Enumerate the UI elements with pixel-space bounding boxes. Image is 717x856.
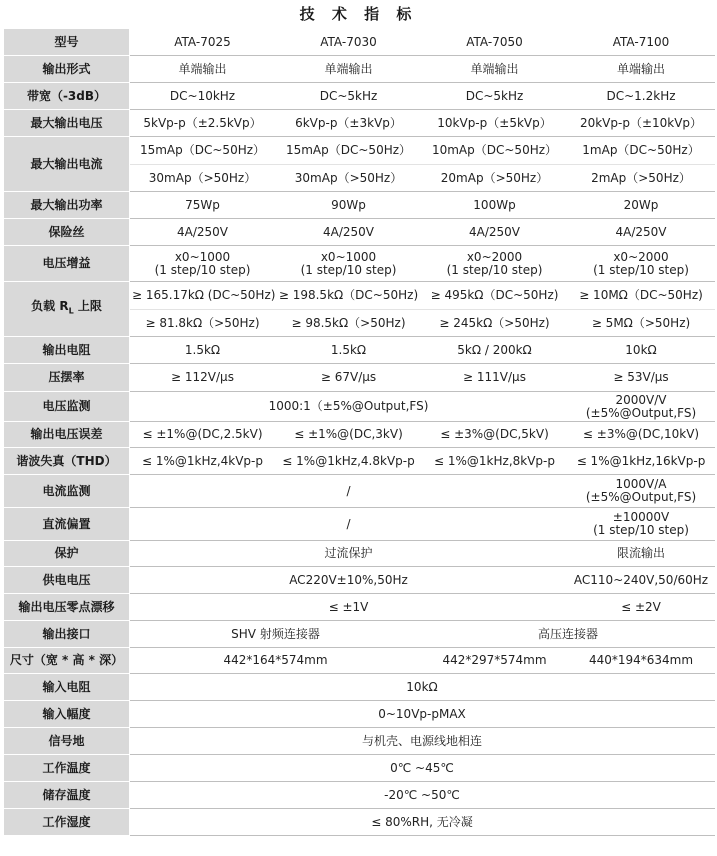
row-label: 谐波失真（THD） bbox=[4, 448, 130, 475]
cell: 0~10Vp-pMAX bbox=[130, 701, 715, 728]
label-tail: 上限 bbox=[73, 299, 102, 314]
cell: 75Wp bbox=[130, 192, 276, 219]
row-label: 输出电阻 bbox=[4, 337, 130, 364]
cell: 30mAp（>50Hz） bbox=[276, 165, 422, 192]
row-drift bbox=[4, 594, 715, 621]
cell: ≥ 112V/μs bbox=[130, 364, 276, 392]
row-label: 工作湿度 bbox=[4, 809, 130, 836]
row-v-error bbox=[4, 422, 715, 448]
row-label: 尺寸（宽 * 高 * 深） bbox=[4, 648, 130, 674]
row-gain bbox=[4, 246, 715, 282]
cell: 5kVp-p（±2.5kVp） bbox=[130, 110, 276, 137]
row-in-res bbox=[4, 674, 715, 701]
cell bbox=[276, 246, 422, 282]
row-label: 工作温度 bbox=[4, 755, 130, 782]
cell: ≤ ±3%@(DC,5kV) bbox=[422, 422, 568, 448]
cell: 5kΩ / 200kΩ bbox=[422, 337, 568, 364]
cell: 6kVp-p（±3kVp） bbox=[276, 110, 422, 137]
cell: ≤ ±1%@(DC,3kV) bbox=[276, 422, 422, 448]
cell: 10kVp-p（±5kVp） bbox=[422, 110, 568, 137]
row-label: 最大输出电压 bbox=[4, 110, 130, 137]
cell-line: (1 step/10 step) bbox=[154, 262, 251, 277]
row-label: 储存温度 bbox=[4, 782, 130, 809]
cell: 限流输出 bbox=[568, 541, 715, 567]
row-label: 信号地 bbox=[4, 728, 130, 755]
cell: AC220V±10%,50Hz bbox=[130, 567, 568, 594]
cell: ≥ 111V/μs bbox=[422, 364, 568, 392]
cell: 10mAp（DC~50Hz） bbox=[422, 137, 568, 165]
row-label: 输出接口 bbox=[4, 621, 130, 648]
row-protect bbox=[4, 541, 715, 567]
cell: 10kΩ bbox=[130, 674, 715, 701]
row-label: 型号 bbox=[4, 29, 130, 56]
cell-line: (1 step/10 step) bbox=[593, 523, 689, 537]
row-label: 最大输出电流 bbox=[4, 137, 130, 192]
cell: 过流保护 bbox=[130, 541, 568, 567]
cell bbox=[568, 246, 715, 282]
cell: / bbox=[130, 508, 568, 541]
model-header: ATA-7050 bbox=[422, 29, 568, 56]
cell: ≥ 495kΩ（DC~50Hz) bbox=[422, 282, 568, 310]
row-max-power bbox=[4, 192, 715, 219]
cell: / bbox=[130, 475, 568, 508]
row-label: 电压监测 bbox=[4, 392, 130, 422]
row-label: 带宽（-3dB） bbox=[4, 83, 130, 110]
cell: ≥ 67V/μs bbox=[276, 364, 422, 392]
row-i-monitor bbox=[4, 475, 715, 508]
cell: ≤ ±1%@(DC,2.5kV) bbox=[130, 422, 276, 448]
cell: DC~5kHz bbox=[422, 83, 568, 110]
row-label: 电流监测 bbox=[4, 475, 130, 508]
cell: SHV 射频连接器 bbox=[130, 621, 422, 648]
cell: 4A/250V bbox=[422, 219, 568, 246]
cell: 1mAp（DC~50Hz） bbox=[568, 137, 715, 165]
cell: 单端输出 bbox=[276, 56, 422, 83]
cell: 100Wp bbox=[422, 192, 568, 219]
cell: 4A/250V bbox=[130, 219, 276, 246]
cell: ≤ 1%@1kHz,16kVp-p bbox=[568, 448, 715, 475]
row-fuse bbox=[4, 219, 715, 246]
row-thd bbox=[4, 448, 715, 475]
row-label: 供电电压 bbox=[4, 567, 130, 594]
label-main: 负载 R bbox=[31, 299, 69, 314]
row-label: 输出形式 bbox=[4, 56, 130, 83]
cell: ≥ 53V/μs bbox=[568, 364, 715, 392]
cell-line: (±5%@Output,FS) bbox=[585, 405, 697, 420]
cell: ≤ 80%RH, 无冷凝 bbox=[130, 809, 715, 836]
cell: ≤ 1%@1kHz,4.8kVp-p bbox=[276, 448, 422, 475]
row-output-form bbox=[4, 56, 715, 83]
cell: 30mAp（>50Hz） bbox=[130, 165, 276, 192]
row-dc-bias bbox=[4, 508, 715, 541]
cell: DC~5kHz bbox=[276, 83, 422, 110]
cell: 1.5kΩ bbox=[276, 337, 422, 364]
row-label: 保险丝 bbox=[4, 219, 130, 246]
cell-line: (1 step/10 step) bbox=[593, 262, 689, 277]
cell: ≤ ±2V bbox=[568, 594, 715, 621]
cell-line: (±5%@Output,FS) bbox=[585, 490, 697, 504]
model-header: ATA-7030 bbox=[276, 29, 422, 56]
cell: 442*297*574mm bbox=[422, 648, 568, 674]
cell bbox=[422, 246, 568, 282]
cell: -20℃ ~50℃ bbox=[130, 782, 715, 809]
row-label: 输入幅度 bbox=[4, 701, 130, 728]
cell-line: (1 step/10 step) bbox=[300, 262, 397, 277]
cell: ≤ 1%@1kHz,8kVp-p bbox=[422, 448, 568, 475]
row-v-monitor bbox=[4, 392, 715, 422]
cell: 4A/250V bbox=[276, 219, 422, 246]
cell bbox=[568, 508, 715, 541]
cell-line: x0~2000 bbox=[613, 249, 669, 264]
row-label: 输入电阻 bbox=[4, 674, 130, 701]
row-max-voltage bbox=[4, 110, 715, 137]
cell: 90Wp bbox=[276, 192, 422, 219]
cell: DC~1.2kHz bbox=[568, 83, 715, 110]
row-label bbox=[4, 282, 130, 337]
cell: 2mAp（>50Hz） bbox=[568, 165, 715, 192]
row-connector bbox=[4, 621, 715, 648]
page-title: 技 术 指 标 bbox=[299, 5, 418, 23]
cell: 单端输出 bbox=[568, 56, 715, 83]
spec-table bbox=[3, 28, 715, 836]
row-in-amp bbox=[4, 701, 715, 728]
cell: 10kΩ bbox=[568, 337, 715, 364]
cell: ≤ 1%@1kHz,4kVp-p bbox=[130, 448, 276, 475]
cell: AC110~240V,50/60Hz bbox=[568, 567, 715, 594]
cell: ≥ 5MΩ（>50Hz) bbox=[568, 310, 715, 337]
row-size bbox=[4, 648, 715, 674]
label-sub: L bbox=[68, 306, 74, 316]
model-header: ATA-7025 bbox=[130, 29, 276, 56]
row-label: 直流偏置 bbox=[4, 508, 130, 541]
cell: 0℃ ~45℃ bbox=[130, 755, 715, 782]
cell: 1.5kΩ bbox=[130, 337, 276, 364]
cell bbox=[568, 475, 715, 508]
row-model bbox=[4, 29, 715, 56]
row-ground bbox=[4, 728, 715, 755]
cell: 与机壳、电源线地相连 bbox=[130, 728, 715, 755]
row-label: 输出电压零点漂移 bbox=[4, 594, 130, 621]
cell bbox=[568, 392, 715, 422]
cell: 1000:1（±5%@Output,FS) bbox=[130, 392, 568, 422]
cell: 20Wp bbox=[568, 192, 715, 219]
cell-line: x0~1000 bbox=[320, 249, 377, 264]
cell-line: x0~1000 bbox=[174, 249, 231, 264]
cell: 单端输出 bbox=[130, 56, 276, 83]
cell: ≥ 198.5kΩ（DC~50Hz) bbox=[276, 282, 422, 310]
cell: ≥ 98.5kΩ（>50Hz) bbox=[276, 310, 422, 337]
cell: 15mAp（DC~50Hz） bbox=[276, 137, 422, 165]
cell-line: 1000V/A bbox=[615, 477, 667, 491]
row-store-temp bbox=[4, 782, 715, 809]
cell: DC~10kHz bbox=[130, 83, 276, 110]
row-slew bbox=[4, 364, 715, 392]
row-humidity bbox=[4, 809, 715, 836]
cell: 442*164*574mm bbox=[130, 648, 422, 674]
cell: ≥ 10MΩ（DC~50Hz) bbox=[568, 282, 715, 310]
row-work-temp bbox=[4, 755, 715, 782]
model-header: ATA-7100 bbox=[568, 29, 715, 56]
cell: 4A/250V bbox=[568, 219, 715, 246]
row-label: 保护 bbox=[4, 541, 130, 567]
cell: ≤ ±1V bbox=[130, 594, 568, 621]
row-max-current-a bbox=[4, 137, 715, 165]
cell: ≥ 245kΩ（>50Hz) bbox=[422, 310, 568, 337]
row-load-a bbox=[4, 282, 715, 310]
cell: 20kVp-p（±10kVp） bbox=[568, 110, 715, 137]
row-label: 最大输出功率 bbox=[4, 192, 130, 219]
cell: 单端输出 bbox=[422, 56, 568, 83]
cell bbox=[130, 246, 276, 282]
cell: 440*194*634mm bbox=[568, 648, 715, 674]
row-label: 输出电压误差 bbox=[4, 422, 130, 448]
row-label: 电压增益 bbox=[4, 246, 130, 282]
cell: 高压连接器 bbox=[422, 621, 715, 648]
row-label: 压摆率 bbox=[4, 364, 130, 392]
cell: ≥ 81.8kΩ（>50Hz) bbox=[130, 310, 276, 337]
cell-line: x0~2000 bbox=[466, 249, 523, 264]
cell: ≥ 165.17kΩ (DC~50Hz) bbox=[130, 282, 276, 310]
cell: 20mAp（>50Hz） bbox=[422, 165, 568, 192]
row-out-res bbox=[4, 337, 715, 364]
row-bandwidth bbox=[4, 83, 715, 110]
row-supply bbox=[4, 567, 715, 594]
cell-line: (1 step/10 step) bbox=[446, 262, 543, 277]
cell: 15mAp（DC~50Hz） bbox=[130, 137, 276, 165]
cell-line: ±10000V bbox=[612, 510, 670, 524]
cell-line: 2000V/V bbox=[615, 392, 667, 407]
cell: ≤ ±3%@(DC,10kV) bbox=[568, 422, 715, 448]
